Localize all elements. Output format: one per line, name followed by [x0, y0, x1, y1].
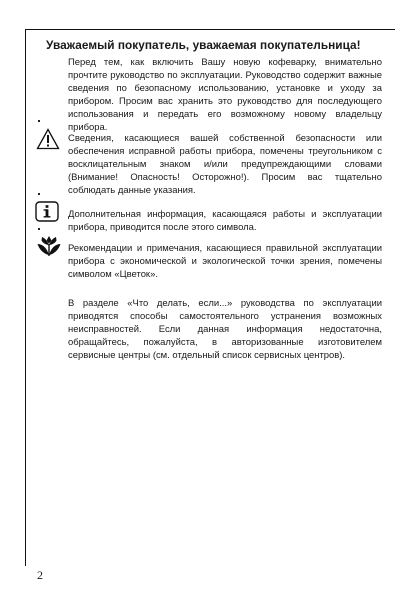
top-rule [25, 29, 395, 30]
info-icon [35, 201, 59, 222]
page-number: 2 [37, 568, 43, 582]
left-rule [25, 29, 26, 566]
margin-dot [38, 193, 40, 195]
safety-paragraph: Сведения, касающиеся вашей собственной безопасности или обеспечения исправной работы прибора, помечены треугольником с восклицательным знаком и/или предупреждающими словами (Внимание! Опасность! Осторожно!). Просим вас тщательно соблюдать данные указания. [68, 133, 382, 196]
page-heading: Уважаемый покупатель, уважаемая покупательница! [46, 38, 361, 52]
flower-icon [36, 234, 62, 258]
margin-dot [38, 228, 40, 230]
warning-triangle-icon [36, 128, 60, 150]
troubleshooting-paragraph: В разделе «Что делать, если...» руководства по эксплуатации приводятся способы самостоятельного устранения возможных неисправностей. Если данная информация недостаточна, обращайтесь, пожалуйста, в авторизованные изготовителем сервисные центры (см. отдельный список сервисных центров). [68, 298, 382, 361]
intro-paragraph: Перед тем, как включить Вашу новую кофеварку, внимательно прочтите руководство по эксплуатации. Руководство содержит важные сведения по безопасному использованию, установке и уходу за прибором. Просим вас хранить это руководство для последующего использования и передать его возможному новому владельцу прибора. [68, 57, 382, 133]
margin-dot [38, 120, 40, 122]
eco-paragraph: Рекомендации и примечания, касающиеся правильной эксплуатации прибора с экономической и экологической точки зрения, помечены символом «Цветок». [68, 243, 382, 280]
info-paragraph: Дополнительная информация, касающаяся работы и эксплуатации прибора, приводится после этого символа. [68, 209, 382, 233]
